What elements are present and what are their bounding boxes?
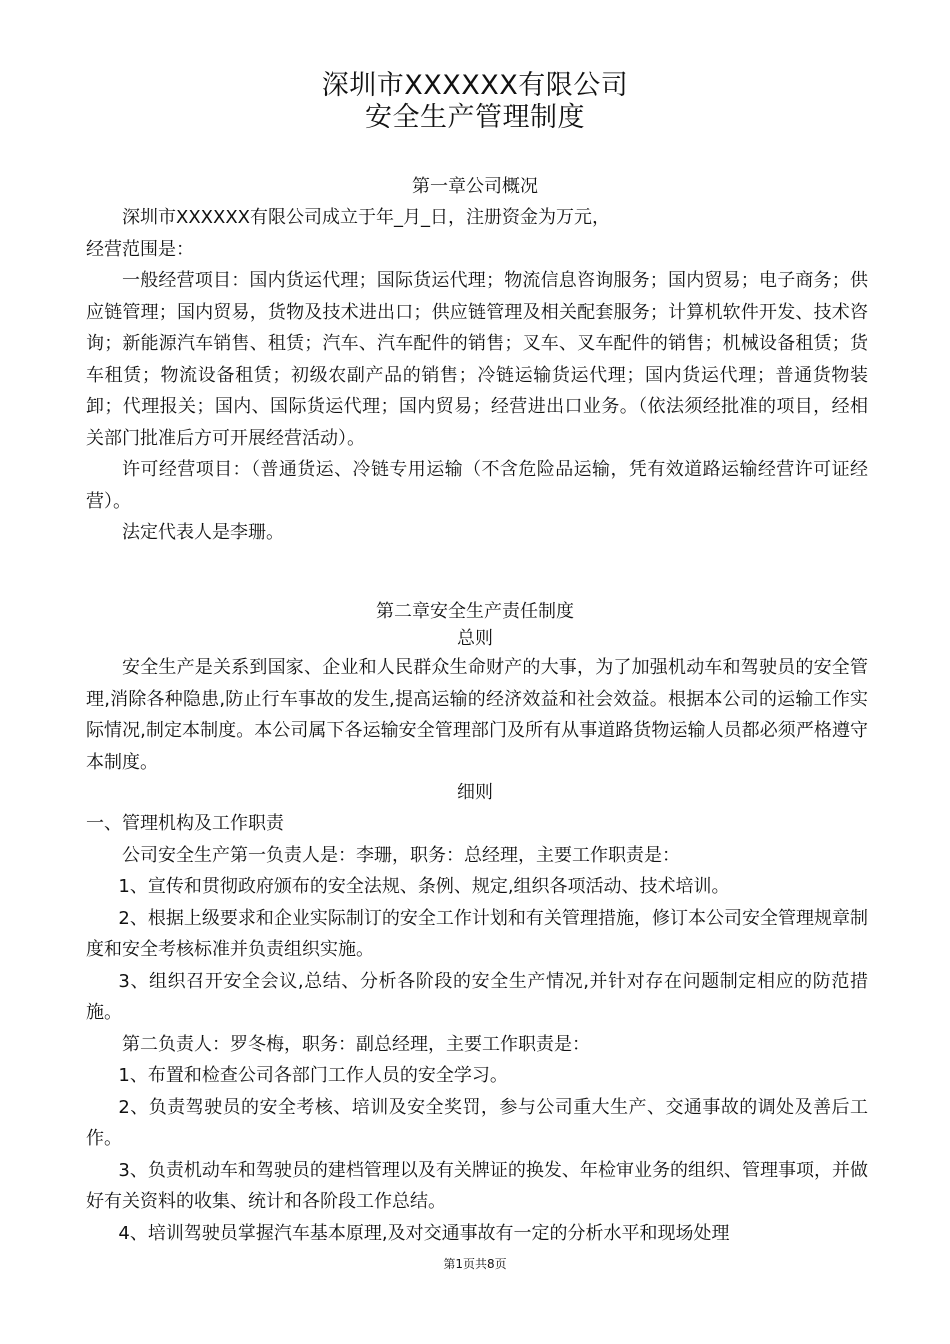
second-duty-item: 2、负责驾驶员的安全考核、培训及安全奖罚，参与公司重大生产、交通事故的调处及善后工作。 [86, 1096, 868, 1149]
second-duty-item: 4、培训驾驶员掌握汽车基本原理,及对交通事故有一定的分析水平和现场处理 [118, 1222, 730, 1244]
document-title-company: 深圳市XXXXXX有限公司 [321, 70, 629, 101]
chapter2-general-body [86, 652, 868, 778]
section-heading-organization: 一、管理机构及工作职责 [86, 813, 284, 834]
chapter1-paragraph-scope-label: 经营范围是： [86, 238, 194, 260]
first-duty-item: 1、宣传和贯彻政府颁布的安全法规、条例、规定,组织各项活动、技术培训。 [118, 876, 730, 897]
first-responsible-paragraph: 公司安全生产第一负责人是：李珊，职务：总经理，主要工作职责是： [122, 844, 680, 866]
chapter2-subheading-detail: 细则 [457, 782, 493, 803]
second-duty-item: 3、负责机动车和驾驶员的建档管理以及有关牌证的换发、年检审业务的组织、管理事项，并做好有关资料的收集、统计和各阶段工作总结。 [86, 1159, 868, 1212]
chapter1-paragraph-general-scope: 一般经营项目：国内货运代理；国际货运代理；物流信息咨询服务；国内贸易；电子商务；供应链管理；国内贸易，货物及技术进出口；供应链管理及相关配套服务；计算机软件开发、技术咨询；新能源汽车销售、租赁；汽车、汽车配件的销售；叉车、叉车配件的销售；机械设备租赁；货车租赁；物流设备租赁；初级农副产品的销售；冷链运输货运代理；国内货运代理；普通货物装卸；代理报关；国内、国际货运代理；国内贸易；经营进出口业务。（依法须经批准的项目，经相关部门批准后方可开展经营活动）。 [86, 270, 868, 449]
second-duty-item: 1、布置和检查公司各部门工作人员的安全学习。 [118, 1065, 508, 1086]
first-duty-item: 2、根据上级要求和企业实际制订的安全工作计划和有关管理措施，修订本公司安全管理规章制度和安全考核标准并负责组织实施。 [86, 907, 868, 960]
chapter1-heading: 第一章公司概况 [412, 176, 538, 197]
document-title-subject: 安全生产管理制度 [365, 102, 585, 133]
chapter2-heading: 第二章安全生产责任制度 [376, 601, 574, 622]
chapter1-paragraph-licensed-scope: 许可经营项目：（普通货运、冷链专用运输（不含危险品运输，凭有效道路运输经营许可证经营）。 [86, 459, 868, 512]
first-duty-item: 3、组织召开安全会议,总结、分析各阶段的安全生产情况,并针对存在问题制定相应的防范措施。 [86, 970, 868, 1023]
chapter2-general-paragraph: 安全生产是关系到国家、企业和人民群众生命财产的大事，为了加强机动车和驾驶员的安全管理,消除各种隐患,防止行车事故的发生,提高运输的经济效益和社会效益。根据本公司的运输工作实际情况,制定本制度。本公司属下各运输安全管理部门及所有从事道路货物运输人员都必须严格遵守本制度。 [86, 657, 868, 773]
chapter2-subheading-general: 总则 [457, 628, 493, 649]
chapter1-paragraph-legal-rep: 法定代表人是李珊。 [122, 522, 284, 543]
chapter1-body [86, 202, 868, 549]
chapter1-paragraph-founding: 深圳市XXXXXX有限公司成立于年_月_日，注册资金为万元， [122, 207, 610, 228]
second-responsible-paragraph: 第二负责人：罗冬梅，职务：副总经理，主要工作职责是： [122, 1033, 590, 1055]
chapter2-detail-body [86, 808, 868, 1249]
page-number-footer: 第1页共8页 [443, 1257, 507, 1271]
